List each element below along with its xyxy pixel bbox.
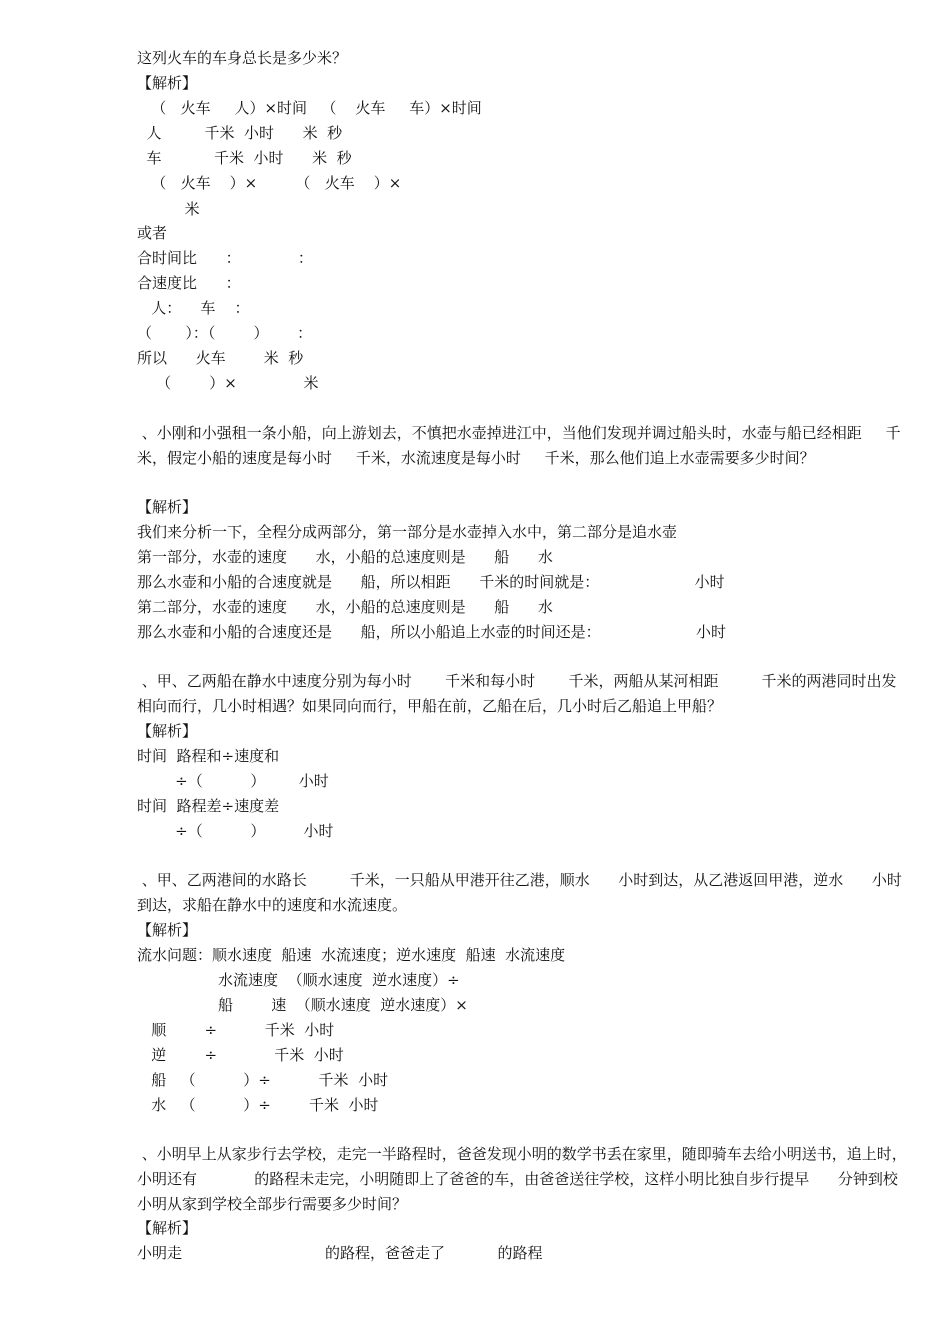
text-line: 合速度比 ： <box>137 274 241 292</box>
analysis-heading: 【解析】 <box>137 722 198 740</box>
analysis-heading: 【解析】 <box>137 498 198 516</box>
text-line: 第二部分，水壶的速度 水，小船的总速度则是 船 水 <box>137 598 553 616</box>
text-line: 流水问题：顺水速度 船速 水流速度；逆水速度 船速 水流速度 <box>137 946 566 964</box>
text-line: 时间 路程和÷速度和 <box>137 747 280 765</box>
text-line: 水 （ ）÷ 千米 小时 <box>137 1096 379 1114</box>
text-line: 我们来分析一下，全程分成两部分，第一部分是水壶掉入水中，第二部分是追水壶 <box>137 523 678 541</box>
text-line: 米 <box>137 200 200 218</box>
text-line: 小明走 的路程，爸爸走了 的路程 <box>137 1244 543 1262</box>
text-line: 人 千米 小时 米 秒 <box>137 124 343 142</box>
text-line: 时间 路程差÷速度差 <box>137 797 280 815</box>
text-line: ÷（ ） 小时 <box>137 822 334 840</box>
question-paragraph: 、甲、乙两港间的水路长 千米，一只船从甲港开往乙港，顺水 小时到达，从乙港返回甲港，逆水 小时到达，求船在静水中的速度和水流速度。 <box>137 871 902 914</box>
text-line: ÷（ ） 小时 <box>137 772 329 790</box>
text-line: （ ）× 米 <box>137 374 319 392</box>
text-line: （ 火车 ）× （ 火车 ）× <box>137 174 402 192</box>
analysis-heading: 【解析】 <box>137 1219 198 1237</box>
text-line: 顺 ÷ 千米 小时 <box>137 1021 335 1039</box>
text-line: 船 速 （顺水速度 逆水速度）× <box>137 996 468 1014</box>
text-line: 第一部分，水壶的速度 水，小船的总速度则是 船 水 <box>137 548 553 566</box>
text-line: 那么水壶和小船的合速度就是 船，所以相距 千米的时间就是： 小时 <box>137 573 725 591</box>
text-line: 合时间比 ： ： <box>137 249 313 267</box>
question-paragraph: 、小明早上从家步行去学校，走完一半路程时，爸爸发现小明的数学书丢在家里，随即骑车去给小明送书，追上时，小明还有 的路程未走完，小明随即上了爸爸的车，由爸爸送往学校，这样小明比独自步行提早 分钟到校 小明从家到学校全部步行需要多少时间？ <box>137 1145 908 1213</box>
text-line: 人： 车 ： <box>137 299 250 317</box>
analysis-heading: 【解析】 <box>137 921 198 939</box>
text-line: 或者 <box>137 224 168 242</box>
analysis-heading: 【解析】 <box>137 74 198 92</box>
text-line: 逆 ÷ 千米 小时 <box>137 1046 344 1064</box>
text-line: 那么水壶和小船的合速度还是 船，所以小船追上水壶的时间还是： 小时 <box>137 623 726 641</box>
text-line: 这列火车的车身总长是多少米？ <box>137 49 348 67</box>
text-line: （ 火车 人）×时间 （ 火车 车）×时间 <box>137 99 482 117</box>
question-paragraph: 、甲、乙两船在静水中速度分别为每小时 千米和每小时 千米，两船从某河相距 千米的两港同时出发相向而行，几小时相遇？如果同向而行，甲船在前，乙船在后，几小时后乙船追上甲船？ <box>137 672 897 715</box>
text-line: 船 （ ）÷ 千米 小时 <box>137 1071 389 1089</box>
text-line: （ ）：（ ） ： <box>137 324 313 342</box>
text-line: 所以 火车 米 秒 <box>137 349 304 367</box>
text-line: 车 千米 小时 米 秒 <box>137 149 352 167</box>
text-line: 水流速度 （顺水速度 逆水速度）÷ <box>137 971 460 989</box>
question-paragraph: 、小刚和小强租一条小船，向上游划去，不慎把水壶掉进江中，当他们发现并调过船头时，水壶与船已经相距 千米，假定小船的速度是每小时 千米，水流速度是每小时 千米，那么他们追上水壶需要多少时间？ <box>137 424 901 467</box>
